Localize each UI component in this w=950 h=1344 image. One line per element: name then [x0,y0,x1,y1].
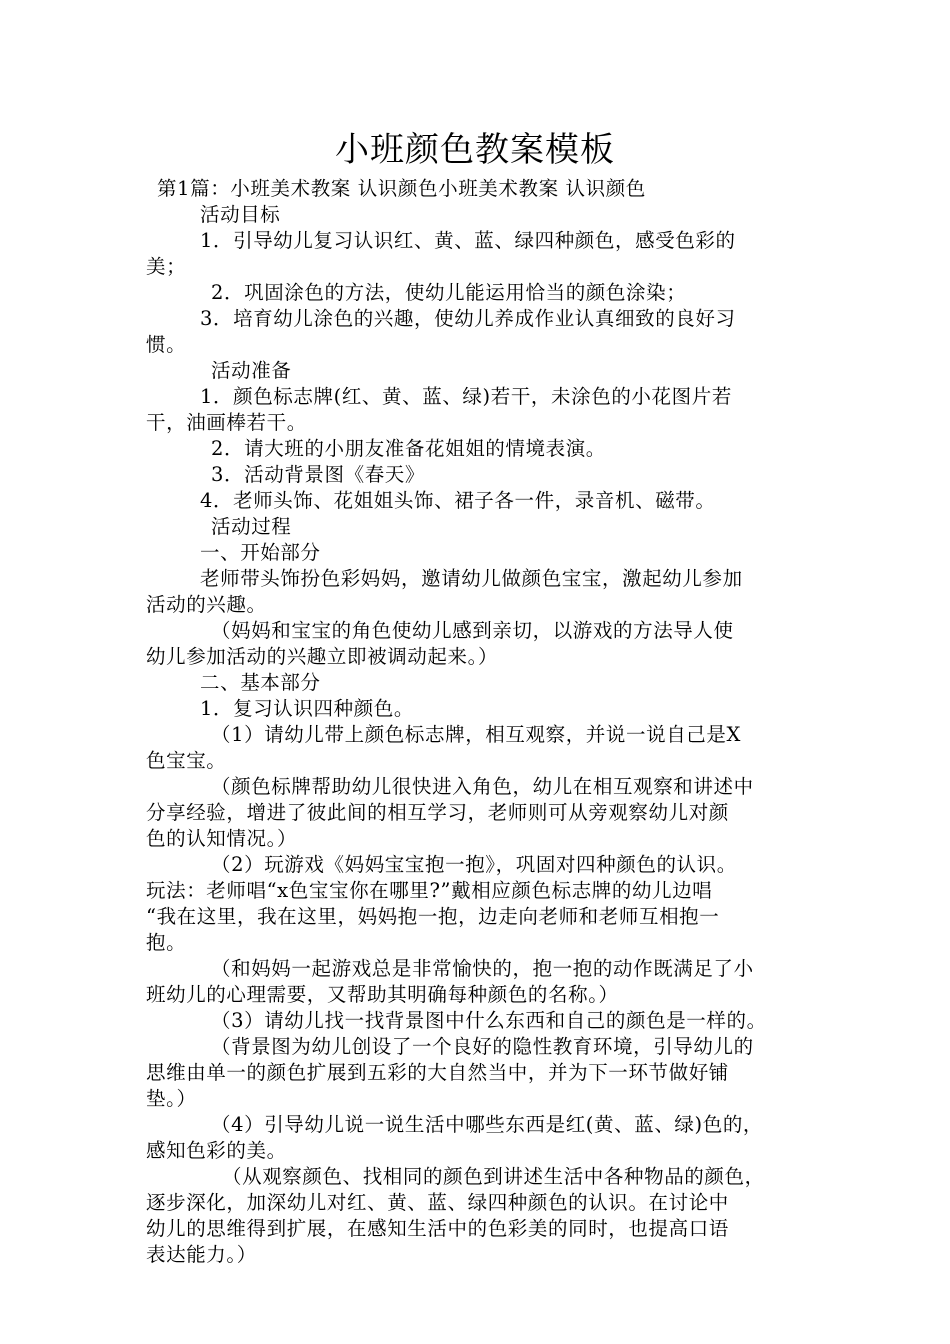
paragraph-line: 2．巩固涂色的方法，使幼儿能运用恰当的颜色涂染； [211,281,687,304]
paragraph-line: “我在这里，我在这里，妈妈抱一抱，边走向老师和老师互相抱一 [146,905,720,928]
paragraph-line: （3）请幼儿找一找背景图中什么东西和自己的颜色是一样的。 [211,1009,767,1032]
paragraph-line: 1．颜色标志牌(红、黄、蓝、绿)若干，未涂色的小花图片若 [200,385,732,408]
paragraph-line: 玩法：老师唱“x色宝宝你在哪里?”戴相应颜色标志牌的幼儿边唱 [146,879,713,902]
paragraph-line: 1．引导幼儿复习认识红、黄、蓝、绿四种颜色，感受色彩的 [200,229,736,252]
paragraph-line: （和妈妈一起游戏总是非常愉快的，抱一抱的动作既满足了小 [211,957,754,980]
paragraph-line: 1．复习认识四种颜色。 [200,697,415,720]
paragraph-line: 老师带头饰扮色彩妈妈，邀请幼儿做颜色宝宝，激起幼儿参加 [200,567,743,590]
paragraph-line: （背景图为幼儿创设了一个良好的隐性教育环境，引导幼儿的 [211,1035,754,1058]
subsection-heading: 二、基本部分 [200,671,321,694]
paragraph-line: （妈妈和宝宝的角色使幼儿感到亲切，以游戏的方法导人使 [211,619,734,642]
paragraph-line: 2．请大班的小朋友准备花姐姐的情境表演。 [211,437,606,460]
paragraph-line: （2）玩游戏《妈妈宝宝抱一抱》，巩固对四种颜色的认识。 [211,853,737,876]
section-heading: 活动目标 [200,203,281,226]
paragraph-line: 美； [146,255,187,278]
paragraph-line: 4．老师头饰、花姐姐头饰、裙子各一件，录音机、磁带。 [200,489,716,512]
paragraph-line: 垫。） [146,1087,197,1110]
paragraph-line: 思维由单一的颜色扩展到五彩的大自然当中，并为下一环节做好铺 [146,1061,729,1084]
subsection-heading: 一、开始部分 [200,541,321,564]
paragraph-line: （从观察颜色、找相同的颜色到讲述生活中各种物品的颜色， [222,1165,765,1188]
paragraph-line: 干，油画棒若干。 [146,411,307,434]
paragraph-line: 分享经验，增进了彼此间的相互学习，老师则可从旁观察幼儿对颜 [146,801,729,824]
paragraph-line: 抱。 [146,931,187,954]
paragraph-line: 3．活动背景图《春天》 [211,463,426,486]
paragraph-line: 色的认知情况。） [146,827,298,850]
section-heading: 活动准备 [211,359,292,382]
paragraph-line: 班幼儿的心理需要，又帮助其明确每种颜色的名称。） [146,983,619,1006]
paragraph-line: （颜色标牌帮助幼儿很快进入角色，幼儿在相互观察和讲述中 [211,775,754,798]
paragraph-line: 逐步深化，加深幼儿对红、黄、蓝、绿四种颜色的认识。在讨论中 [146,1191,729,1214]
paragraph-line: 活动的兴趣。 [146,593,267,616]
paragraph-line: 惯。 [146,333,187,356]
paragraph-line: 3．培育幼儿涂色的兴趣，使幼儿养成作业认真细致的良好习 [200,307,736,330]
paragraph-line: 幼儿参加活动的兴趣立即被调动起来。） [146,645,499,668]
paragraph-line: 表达能力。） [146,1243,257,1266]
article-heading: 第1篇：小班美术教案 认识颜色小班美术教案 认识颜色 [157,177,646,200]
section-heading: 活动过程 [211,515,292,538]
paragraph-line: 感知色彩的美。 [146,1139,287,1162]
paragraph-line: （1）请幼儿带上颜色标志牌，相互观察，并说一说自己是X [211,723,741,746]
paragraph-line: （4）引导幼儿说一说生活中哪些东西是红(黄、蓝、绿)色的， [211,1113,764,1136]
document-title: 小班颜色教案模板 [335,130,615,170]
paragraph-line: 色宝宝。 [146,749,227,772]
paragraph-line: 幼儿的思维得到扩展，在感知生活中的色彩美的同时，也提高口语 [146,1217,729,1240]
